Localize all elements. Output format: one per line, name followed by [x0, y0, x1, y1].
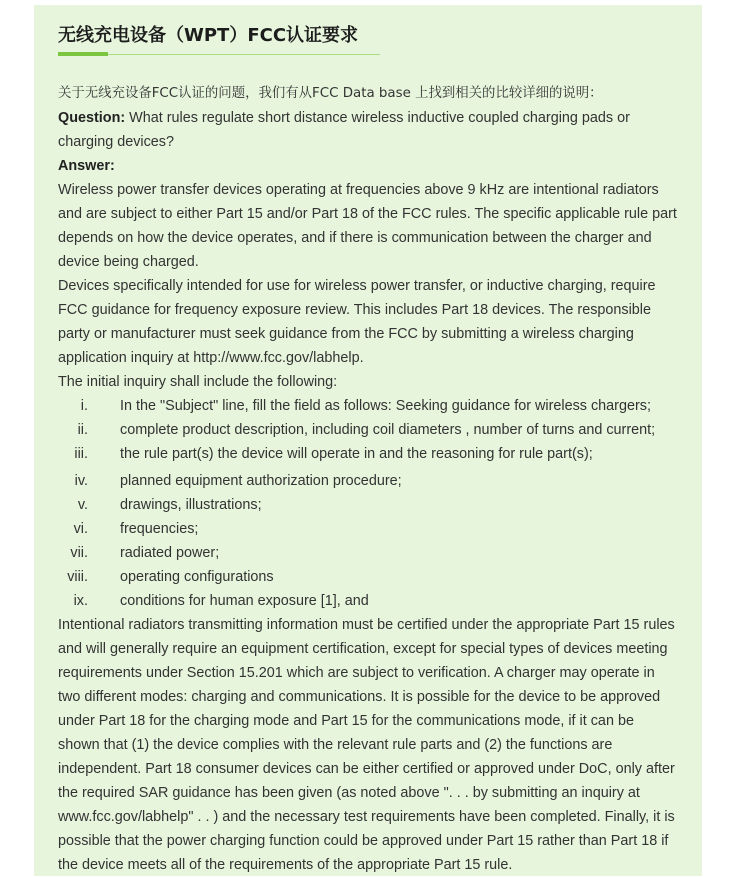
inquiry-intro: The initial inquiry shall include the following:: [58, 374, 338, 390]
list-text: In the "Subject" line, fill the field as follows: Seeking guidance for wireless chargers;: [120, 398, 651, 414]
list-number: i.: [80, 398, 88, 414]
article-title: 无线充电设备（WPT）FCC认证要求: [58, 25, 359, 46]
list-text: frequencies;: [120, 521, 199, 537]
list-number: iii.: [74, 446, 88, 462]
list-text: operating configurations: [120, 569, 274, 585]
list-text: drawings, illustrations;: [120, 497, 262, 513]
question-text: What rules regulate short distance wireless inductive coupled charging pads or charging devices?: [58, 110, 630, 150]
list-number: viii.: [67, 569, 88, 585]
list-number: ix.: [73, 593, 88, 609]
list-item: [58, 469, 678, 493]
intro-text: 关于无线充设备FCC认证的问题，我们有从FCC Data base 上找到相关的比较详细的说明：: [58, 86, 603, 101]
list-item: [58, 565, 678, 589]
inquiry-list: [58, 394, 678, 613]
list-text: the rule part(s) the device will operate in and the reasoning for rule part(s);: [120, 446, 593, 462]
article-panel: [34, 5, 702, 876]
list-item: [58, 442, 678, 469]
closing-paragraph: Intentional radiators transmitting information must be certified under the appropriate Part 15 rules and will generally require an equipment certification, except for special types of devices meeting requirements under Section 15.201 which are subject to verification. A charger may operate in two different modes: charging and communications. It is possible for the device to be approved under Part 18 for the charging mode and Part 15 for the communications mode, if it can be shown that (1) the device complies with the relevant rule parts and (2) the functions are independent. Part 18 consumer devices can be either certified or approved under DoC, only after the required SAR guidance has been given (as noted above ". . . by submitting an inquiry at www.fcc.gov/labhelp" . . ) and the necessary test requirements have been completed. Finally, it is possible that the power charging function could be approved under Part 15 rather than Part 18 if the device meets all of the requirements of the appropriate Part 15 rule.: [58, 617, 675, 873]
answer-label: Answer:: [58, 158, 115, 174]
list-number: v.: [77, 497, 88, 513]
list-text: conditions for human exposure [1], and: [120, 593, 369, 609]
title-accent-bar: [58, 52, 108, 56]
list-item: [58, 541, 678, 565]
list-text: radiated power;: [120, 545, 220, 561]
list-item: [58, 418, 678, 442]
answer-paragraph-2: Devices specifically intended for use for wireless power transfer, or inductive charging, require FCC guidance for frequency exposure review. This includes Part 18 devices. The responsible party or manufacturer must seek guidance from the FCC by submitting a wireless charging application inquiry at http://www.fcc.gov/labhelp.: [58, 278, 656, 366]
article-body: [58, 82, 678, 877]
list-text: complete product description, including coil diameters , number of turns and current;: [120, 422, 656, 438]
list-item: [58, 589, 678, 613]
list-item: [58, 517, 678, 541]
answer-paragraph-1: Wireless power transfer devices operating at frequencies above 9 kHz are intentional radiators and are subject to either Part 15 and/or Part 18 of the FCC rules. The specific applicable rule part depends on how the device operates, and if there is communication between the charger and device being charged.: [58, 182, 677, 270]
question: [58, 106, 678, 154]
list-number: vii.: [70, 545, 88, 561]
list-number: iv.: [74, 473, 88, 489]
list-number: ii.: [77, 422, 88, 438]
question-label: Question:: [58, 110, 126, 126]
list-item: [58, 394, 678, 418]
list-number: vi.: [73, 521, 88, 537]
list-text: planned equipment authorization procedure;: [120, 473, 402, 489]
list-item: [58, 493, 678, 517]
